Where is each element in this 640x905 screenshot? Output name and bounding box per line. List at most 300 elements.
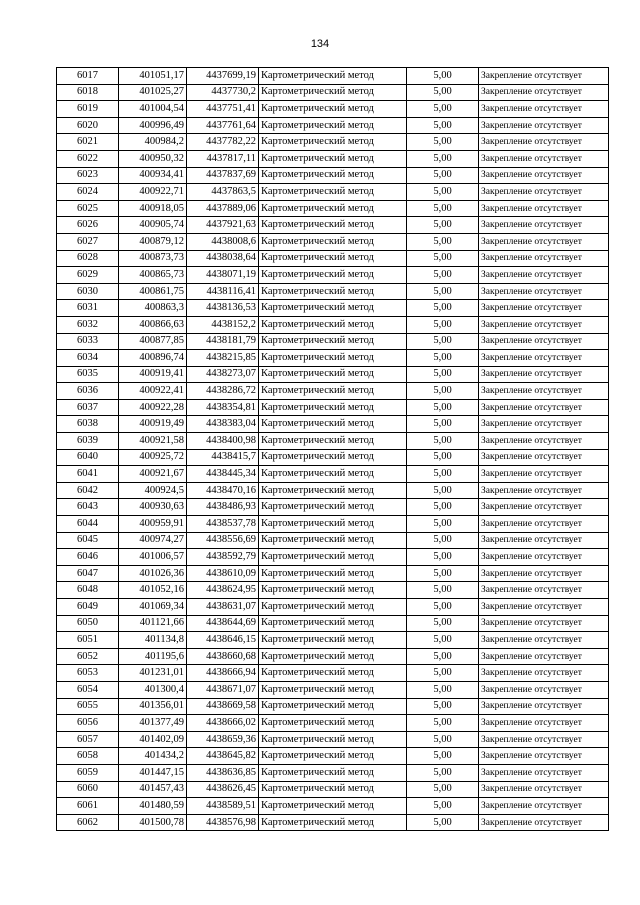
x-coordinate-cell: 400974,27 bbox=[119, 532, 187, 549]
accuracy-cell: 5,00 bbox=[407, 200, 479, 217]
y-coordinate-cell: 4438556,69 bbox=[187, 532, 259, 549]
table-row bbox=[57, 283, 609, 300]
fixation-cell: Закрепление отсутствует bbox=[479, 798, 609, 815]
accuracy-cell: 5,00 bbox=[407, 565, 479, 582]
point-number-cell: 6058 bbox=[57, 748, 119, 765]
y-coordinate-cell: 4438415,7 bbox=[187, 449, 259, 466]
accuracy-cell: 5,00 bbox=[407, 350, 479, 367]
x-coordinate-cell: 400922,41 bbox=[119, 383, 187, 400]
point-number-cell: 6047 bbox=[57, 565, 119, 582]
table-row bbox=[57, 250, 609, 267]
y-coordinate-cell: 4438383,04 bbox=[187, 416, 259, 433]
y-coordinate-cell: 4438136,53 bbox=[187, 300, 259, 317]
method-cell: Картометрический метод bbox=[259, 582, 407, 599]
y-coordinate-cell: 4438646,15 bbox=[187, 632, 259, 649]
point-number-cell: 6053 bbox=[57, 665, 119, 682]
y-coordinate-cell: 4438038,64 bbox=[187, 250, 259, 267]
x-coordinate-cell: 401051,17 bbox=[119, 68, 187, 85]
method-cell: Картометрический метод bbox=[259, 316, 407, 333]
accuracy-cell: 5,00 bbox=[407, 217, 479, 234]
point-number-cell: 6043 bbox=[57, 499, 119, 516]
point-number-cell: 6034 bbox=[57, 350, 119, 367]
x-coordinate-cell: 401402,09 bbox=[119, 731, 187, 748]
table-row bbox=[57, 681, 609, 698]
fixation-cell: Закрепление отсутствует bbox=[479, 101, 609, 118]
point-number-cell: 6021 bbox=[57, 134, 119, 151]
accuracy-cell: 5,00 bbox=[407, 516, 479, 533]
point-number-cell: 6025 bbox=[57, 200, 119, 217]
x-coordinate-cell: 400959,91 bbox=[119, 516, 187, 533]
table-row bbox=[57, 350, 609, 367]
y-coordinate-cell: 4438008,6 bbox=[187, 233, 259, 250]
table-row bbox=[57, 150, 609, 167]
method-cell: Картометрический метод bbox=[259, 698, 407, 715]
y-coordinate-cell: 4438659,36 bbox=[187, 731, 259, 748]
point-number-cell: 6036 bbox=[57, 383, 119, 400]
fixation-cell: Закрепление отсутствует bbox=[479, 366, 609, 383]
x-coordinate-cell: 400918,05 bbox=[119, 200, 187, 217]
accuracy-cell: 5,00 bbox=[407, 665, 479, 682]
table-row bbox=[57, 781, 609, 798]
method-cell: Картометрический метод bbox=[259, 84, 407, 101]
accuracy-cell: 5,00 bbox=[407, 632, 479, 649]
fixation-cell: Закрепление отсутствует bbox=[479, 117, 609, 134]
x-coordinate-cell: 401447,15 bbox=[119, 764, 187, 781]
x-coordinate-cell: 400861,75 bbox=[119, 283, 187, 300]
accuracy-cell: 5,00 bbox=[407, 117, 479, 134]
table-row bbox=[57, 316, 609, 333]
page-number: 134 bbox=[310, 38, 330, 50]
y-coordinate-cell: 4438624,95 bbox=[187, 582, 259, 599]
coordinates-table bbox=[56, 67, 609, 831]
point-number-cell: 6044 bbox=[57, 516, 119, 533]
accuracy-cell: 5,00 bbox=[407, 466, 479, 483]
x-coordinate-cell: 401069,34 bbox=[119, 599, 187, 616]
x-coordinate-cell: 401480,59 bbox=[119, 798, 187, 815]
accuracy-cell: 5,00 bbox=[407, 681, 479, 698]
y-coordinate-cell: 4438660,68 bbox=[187, 648, 259, 665]
fixation-cell: Закрепление отсутствует bbox=[479, 565, 609, 582]
x-coordinate-cell: 400905,74 bbox=[119, 217, 187, 234]
accuracy-cell: 5,00 bbox=[407, 748, 479, 765]
y-coordinate-cell: 4438354,81 bbox=[187, 399, 259, 416]
y-coordinate-cell: 4438445,34 bbox=[187, 466, 259, 483]
accuracy-cell: 5,00 bbox=[407, 383, 479, 400]
point-number-cell: 6019 bbox=[57, 101, 119, 118]
y-coordinate-cell: 4438576,98 bbox=[187, 814, 259, 831]
fixation-cell: Закрепление отсутствует bbox=[479, 582, 609, 599]
method-cell: Картометрический метод bbox=[259, 632, 407, 649]
point-number-cell: 6042 bbox=[57, 482, 119, 499]
fixation-cell: Закрепление отсутствует bbox=[479, 764, 609, 781]
accuracy-cell: 5,00 bbox=[407, 150, 479, 167]
accuracy-cell: 5,00 bbox=[407, 549, 479, 566]
accuracy-cell: 5,00 bbox=[407, 715, 479, 732]
y-coordinate-cell: 4438666,02 bbox=[187, 715, 259, 732]
accuracy-cell: 5,00 bbox=[407, 482, 479, 499]
table-row bbox=[57, 615, 609, 632]
table-row bbox=[57, 582, 609, 599]
x-coordinate-cell: 400930,63 bbox=[119, 499, 187, 516]
y-coordinate-cell: 4437817,11 bbox=[187, 150, 259, 167]
x-coordinate-cell: 401026,36 bbox=[119, 565, 187, 582]
method-cell: Картометрический метод bbox=[259, 731, 407, 748]
point-number-cell: 6017 bbox=[57, 68, 119, 85]
fixation-cell: Закрепление отсутствует bbox=[479, 449, 609, 466]
table-row bbox=[57, 549, 609, 566]
y-coordinate-cell: 4438592,79 bbox=[187, 549, 259, 566]
point-number-cell: 6040 bbox=[57, 449, 119, 466]
fixation-cell: Закрепление отсутствует bbox=[479, 665, 609, 682]
x-coordinate-cell: 400984,2 bbox=[119, 134, 187, 151]
x-coordinate-cell: 400921,67 bbox=[119, 466, 187, 483]
method-cell: Картометрический метод bbox=[259, 648, 407, 665]
table-row bbox=[57, 134, 609, 151]
y-coordinate-cell: 4438645,82 bbox=[187, 748, 259, 765]
y-coordinate-cell: 4438626,45 bbox=[187, 781, 259, 798]
fixation-cell: Закрепление отсутствует bbox=[479, 200, 609, 217]
table-row bbox=[57, 599, 609, 616]
table-row bbox=[57, 764, 609, 781]
table-row bbox=[57, 217, 609, 234]
x-coordinate-cell: 400879,12 bbox=[119, 233, 187, 250]
method-cell: Картометрический метод bbox=[259, 532, 407, 549]
table-row bbox=[57, 433, 609, 450]
method-cell: Картометрический метод bbox=[259, 466, 407, 483]
point-number-cell: 6046 bbox=[57, 549, 119, 566]
method-cell: Картометрический метод bbox=[259, 482, 407, 499]
fixation-cell: Закрепление отсутствует bbox=[479, 217, 609, 234]
method-cell: Картометрический метод bbox=[259, 615, 407, 632]
accuracy-cell: 5,00 bbox=[407, 532, 479, 549]
point-number-cell: 6061 bbox=[57, 798, 119, 815]
fixation-cell: Закрепление отсутствует bbox=[479, 482, 609, 499]
y-coordinate-cell: 4438152,2 bbox=[187, 316, 259, 333]
y-coordinate-cell: 4437863,5 bbox=[187, 184, 259, 201]
table-row bbox=[57, 300, 609, 317]
point-number-cell: 6048 bbox=[57, 582, 119, 599]
fixation-cell: Закрепление отсутствует bbox=[479, 68, 609, 85]
y-coordinate-cell: 4438671,07 bbox=[187, 681, 259, 698]
y-coordinate-cell: 4437837,69 bbox=[187, 167, 259, 184]
table-row bbox=[57, 482, 609, 499]
table-row bbox=[57, 399, 609, 416]
point-number-cell: 6030 bbox=[57, 283, 119, 300]
point-number-cell: 6057 bbox=[57, 731, 119, 748]
accuracy-cell: 5,00 bbox=[407, 433, 479, 450]
y-coordinate-cell: 4438631,07 bbox=[187, 599, 259, 616]
point-number-cell: 6020 bbox=[57, 117, 119, 134]
x-coordinate-cell: 400863,3 bbox=[119, 300, 187, 317]
fixation-cell: Закрепление отсутствует bbox=[479, 516, 609, 533]
accuracy-cell: 5,00 bbox=[407, 233, 479, 250]
point-number-cell: 6022 bbox=[57, 150, 119, 167]
table-row bbox=[57, 167, 609, 184]
point-number-cell: 6031 bbox=[57, 300, 119, 317]
y-coordinate-cell: 4438644,69 bbox=[187, 615, 259, 632]
method-cell: Картометрический метод bbox=[259, 433, 407, 450]
accuracy-cell: 5,00 bbox=[407, 599, 479, 616]
y-coordinate-cell: 4438400,98 bbox=[187, 433, 259, 450]
fixation-cell: Закрепление отсутствует bbox=[479, 632, 609, 649]
x-coordinate-cell: 400921,58 bbox=[119, 433, 187, 450]
y-coordinate-cell: 4438589,51 bbox=[187, 798, 259, 815]
method-cell: Картометрический метод bbox=[259, 599, 407, 616]
x-coordinate-cell: 400873,73 bbox=[119, 250, 187, 267]
table-row bbox=[57, 665, 609, 682]
fixation-cell: Закрепление отсутствует bbox=[479, 532, 609, 549]
y-coordinate-cell: 4437782,22 bbox=[187, 134, 259, 151]
x-coordinate-cell: 401500,78 bbox=[119, 814, 187, 831]
method-cell: Картометрический метод bbox=[259, 283, 407, 300]
x-coordinate-cell: 400925,72 bbox=[119, 449, 187, 466]
method-cell: Картометрический метод bbox=[259, 300, 407, 317]
table-row bbox=[57, 499, 609, 516]
y-coordinate-cell: 4438636,85 bbox=[187, 764, 259, 781]
table-row bbox=[57, 466, 609, 483]
table-row bbox=[57, 117, 609, 134]
x-coordinate-cell: 401004,54 bbox=[119, 101, 187, 118]
method-cell: Картометрический метод bbox=[259, 748, 407, 765]
point-number-cell: 6026 bbox=[57, 217, 119, 234]
method-cell: Картометрический метод bbox=[259, 366, 407, 383]
table-row bbox=[57, 632, 609, 649]
point-number-cell: 6039 bbox=[57, 433, 119, 450]
accuracy-cell: 5,00 bbox=[407, 731, 479, 748]
fixation-cell: Закрепление отсутствует bbox=[479, 748, 609, 765]
coordinates-table-body bbox=[57, 68, 609, 831]
accuracy-cell: 5,00 bbox=[407, 582, 479, 599]
x-coordinate-cell: 401195,6 bbox=[119, 648, 187, 665]
table-row bbox=[57, 333, 609, 350]
fixation-cell: Закрепление отсутствует bbox=[479, 648, 609, 665]
table-row bbox=[57, 814, 609, 831]
accuracy-cell: 5,00 bbox=[407, 283, 479, 300]
y-coordinate-cell: 4438486,93 bbox=[187, 499, 259, 516]
method-cell: Картометрический метод bbox=[259, 383, 407, 400]
x-coordinate-cell: 400865,73 bbox=[119, 267, 187, 284]
accuracy-cell: 5,00 bbox=[407, 68, 479, 85]
x-coordinate-cell: 400924,5 bbox=[119, 482, 187, 499]
table-row bbox=[57, 516, 609, 533]
point-number-cell: 6035 bbox=[57, 366, 119, 383]
table-row bbox=[57, 449, 609, 466]
fixation-cell: Закрепление отсутствует bbox=[479, 814, 609, 831]
fixation-cell: Закрепление отсутствует bbox=[479, 316, 609, 333]
fixation-cell: Закрепление отсутствует bbox=[479, 731, 609, 748]
table-row bbox=[57, 101, 609, 118]
fixation-cell: Закрепление отсутствует bbox=[479, 599, 609, 616]
table-row bbox=[57, 184, 609, 201]
fixation-cell: Закрепление отсутствует bbox=[479, 466, 609, 483]
point-number-cell: 6045 bbox=[57, 532, 119, 549]
table-row bbox=[57, 715, 609, 732]
x-coordinate-cell: 400996,49 bbox=[119, 117, 187, 134]
point-number-cell: 6028 bbox=[57, 250, 119, 267]
fixation-cell: Закрепление отсутствует bbox=[479, 615, 609, 632]
method-cell: Картометрический метод bbox=[259, 798, 407, 815]
method-cell: Картометрический метод bbox=[259, 250, 407, 267]
y-coordinate-cell: 4438537,78 bbox=[187, 516, 259, 533]
y-coordinate-cell: 4438286,72 bbox=[187, 383, 259, 400]
point-number-cell: 6049 bbox=[57, 599, 119, 616]
x-coordinate-cell: 401052,16 bbox=[119, 582, 187, 599]
fixation-cell: Закрепление отсутствует bbox=[479, 184, 609, 201]
y-coordinate-cell: 4437889,06 bbox=[187, 200, 259, 217]
y-coordinate-cell: 4438215,85 bbox=[187, 350, 259, 367]
method-cell: Картометрический метод bbox=[259, 167, 407, 184]
x-coordinate-cell: 400922,28 bbox=[119, 399, 187, 416]
point-number-cell: 6060 bbox=[57, 781, 119, 798]
accuracy-cell: 5,00 bbox=[407, 250, 479, 267]
accuracy-cell: 5,00 bbox=[407, 267, 479, 284]
table-row bbox=[57, 532, 609, 549]
method-cell: Картометрический метод bbox=[259, 549, 407, 566]
table-row bbox=[57, 200, 609, 217]
accuracy-cell: 5,00 bbox=[407, 399, 479, 416]
table-row bbox=[57, 698, 609, 715]
method-cell: Картометрический метод bbox=[259, 267, 407, 284]
method-cell: Картометрический метод bbox=[259, 499, 407, 516]
accuracy-cell: 5,00 bbox=[407, 184, 479, 201]
fixation-cell: Закрепление отсутствует bbox=[479, 416, 609, 433]
method-cell: Картометрический метод bbox=[259, 814, 407, 831]
method-cell: Картометрический метод bbox=[259, 565, 407, 582]
fixation-cell: Закрепление отсутствует bbox=[479, 300, 609, 317]
point-number-cell: 6024 bbox=[57, 184, 119, 201]
fixation-cell: Закрепление отсутствует bbox=[479, 433, 609, 450]
table-row bbox=[57, 416, 609, 433]
accuracy-cell: 5,00 bbox=[407, 416, 479, 433]
point-number-cell: 6059 bbox=[57, 764, 119, 781]
x-coordinate-cell: 401231,01 bbox=[119, 665, 187, 682]
point-number-cell: 6050 bbox=[57, 615, 119, 632]
table-row bbox=[57, 748, 609, 765]
point-number-cell: 6052 bbox=[57, 648, 119, 665]
table-row bbox=[57, 565, 609, 582]
accuracy-cell: 5,00 bbox=[407, 499, 479, 516]
y-coordinate-cell: 4438470,16 bbox=[187, 482, 259, 499]
fixation-cell: Закрепление отсутствует bbox=[479, 549, 609, 566]
method-cell: Картометрический метод bbox=[259, 217, 407, 234]
point-number-cell: 6033 bbox=[57, 333, 119, 350]
method-cell: Картометрический метод bbox=[259, 681, 407, 698]
table-row bbox=[57, 68, 609, 85]
y-coordinate-cell: 4437699,19 bbox=[187, 68, 259, 85]
accuracy-cell: 5,00 bbox=[407, 300, 479, 317]
x-coordinate-cell: 400877,85 bbox=[119, 333, 187, 350]
fixation-cell: Закрепление отсутствует bbox=[479, 134, 609, 151]
x-coordinate-cell: 401300,4 bbox=[119, 681, 187, 698]
fixation-cell: Закрепление отсутствует bbox=[479, 283, 609, 300]
x-coordinate-cell: 400919,41 bbox=[119, 366, 187, 383]
table-row bbox=[57, 648, 609, 665]
table-row bbox=[57, 798, 609, 815]
table-row bbox=[57, 383, 609, 400]
fixation-cell: Закрепление отсутствует bbox=[479, 781, 609, 798]
point-number-cell: 6023 bbox=[57, 167, 119, 184]
fixation-cell: Закрепление отсутствует bbox=[479, 167, 609, 184]
method-cell: Картометрический метод bbox=[259, 150, 407, 167]
fixation-cell: Закрепление отсутствует bbox=[479, 681, 609, 698]
accuracy-cell: 5,00 bbox=[407, 316, 479, 333]
fixation-cell: Закрепление отсутствует bbox=[479, 150, 609, 167]
y-coordinate-cell: 4437730,2 bbox=[187, 84, 259, 101]
y-coordinate-cell: 4438181,79 bbox=[187, 333, 259, 350]
point-number-cell: 6029 bbox=[57, 267, 119, 284]
x-coordinate-cell: 401457,43 bbox=[119, 781, 187, 798]
x-coordinate-cell: 400919,49 bbox=[119, 416, 187, 433]
x-coordinate-cell: 401134,8 bbox=[119, 632, 187, 649]
table-row bbox=[57, 267, 609, 284]
point-number-cell: 6055 bbox=[57, 698, 119, 715]
x-coordinate-cell: 400934,41 bbox=[119, 167, 187, 184]
method-cell: Картометрический метод bbox=[259, 715, 407, 732]
method-cell: Картометрический метод bbox=[259, 333, 407, 350]
y-coordinate-cell: 4438669,58 bbox=[187, 698, 259, 715]
y-coordinate-cell: 4438116,41 bbox=[187, 283, 259, 300]
accuracy-cell: 5,00 bbox=[407, 814, 479, 831]
fixation-cell: Закрепление отсутствует bbox=[479, 267, 609, 284]
point-number-cell: 6041 bbox=[57, 466, 119, 483]
x-coordinate-cell: 401121,66 bbox=[119, 615, 187, 632]
fixation-cell: Закрепление отсутствует bbox=[479, 399, 609, 416]
method-cell: Картометрический метод bbox=[259, 68, 407, 85]
method-cell: Картометрический метод bbox=[259, 233, 407, 250]
method-cell: Картометрический метод bbox=[259, 134, 407, 151]
fixation-cell: Закрепление отсутствует bbox=[479, 333, 609, 350]
accuracy-cell: 5,00 bbox=[407, 449, 479, 466]
method-cell: Картометрический метод bbox=[259, 416, 407, 433]
accuracy-cell: 5,00 bbox=[407, 167, 479, 184]
accuracy-cell: 5,00 bbox=[407, 84, 479, 101]
y-coordinate-cell: 4438273,07 bbox=[187, 366, 259, 383]
table-row bbox=[57, 84, 609, 101]
y-coordinate-cell: 4437921,63 bbox=[187, 217, 259, 234]
method-cell: Картометрический метод bbox=[259, 399, 407, 416]
fixation-cell: Закрепление отсутствует bbox=[479, 499, 609, 516]
point-number-cell: 6027 bbox=[57, 233, 119, 250]
accuracy-cell: 5,00 bbox=[407, 798, 479, 815]
accuracy-cell: 5,00 bbox=[407, 333, 479, 350]
accuracy-cell: 5,00 bbox=[407, 764, 479, 781]
y-coordinate-cell: 4438610,09 bbox=[187, 565, 259, 582]
method-cell: Картометрический метод bbox=[259, 781, 407, 798]
x-coordinate-cell: 401356,01 bbox=[119, 698, 187, 715]
table-row bbox=[57, 366, 609, 383]
x-coordinate-cell: 401434,2 bbox=[119, 748, 187, 765]
method-cell: Картометрический метод bbox=[259, 184, 407, 201]
fixation-cell: Закрепление отсутствует bbox=[479, 383, 609, 400]
fixation-cell: Закрепление отсутствует bbox=[479, 715, 609, 732]
point-number-cell: 6018 bbox=[57, 84, 119, 101]
accuracy-cell: 5,00 bbox=[407, 134, 479, 151]
y-coordinate-cell: 4438071,19 bbox=[187, 267, 259, 284]
fixation-cell: Закрепление отсутствует bbox=[479, 233, 609, 250]
x-coordinate-cell: 400922,71 bbox=[119, 184, 187, 201]
x-coordinate-cell: 400866,63 bbox=[119, 316, 187, 333]
y-coordinate-cell: 4438666,94 bbox=[187, 665, 259, 682]
method-cell: Картометрический метод bbox=[259, 764, 407, 781]
table-row bbox=[57, 233, 609, 250]
x-coordinate-cell: 401377,49 bbox=[119, 715, 187, 732]
method-cell: Картометрический метод bbox=[259, 117, 407, 134]
method-cell: Картометрический метод bbox=[259, 665, 407, 682]
accuracy-cell: 5,00 bbox=[407, 781, 479, 798]
method-cell: Картометрический метод bbox=[259, 516, 407, 533]
x-coordinate-cell: 400950,32 bbox=[119, 150, 187, 167]
accuracy-cell: 5,00 bbox=[407, 615, 479, 632]
